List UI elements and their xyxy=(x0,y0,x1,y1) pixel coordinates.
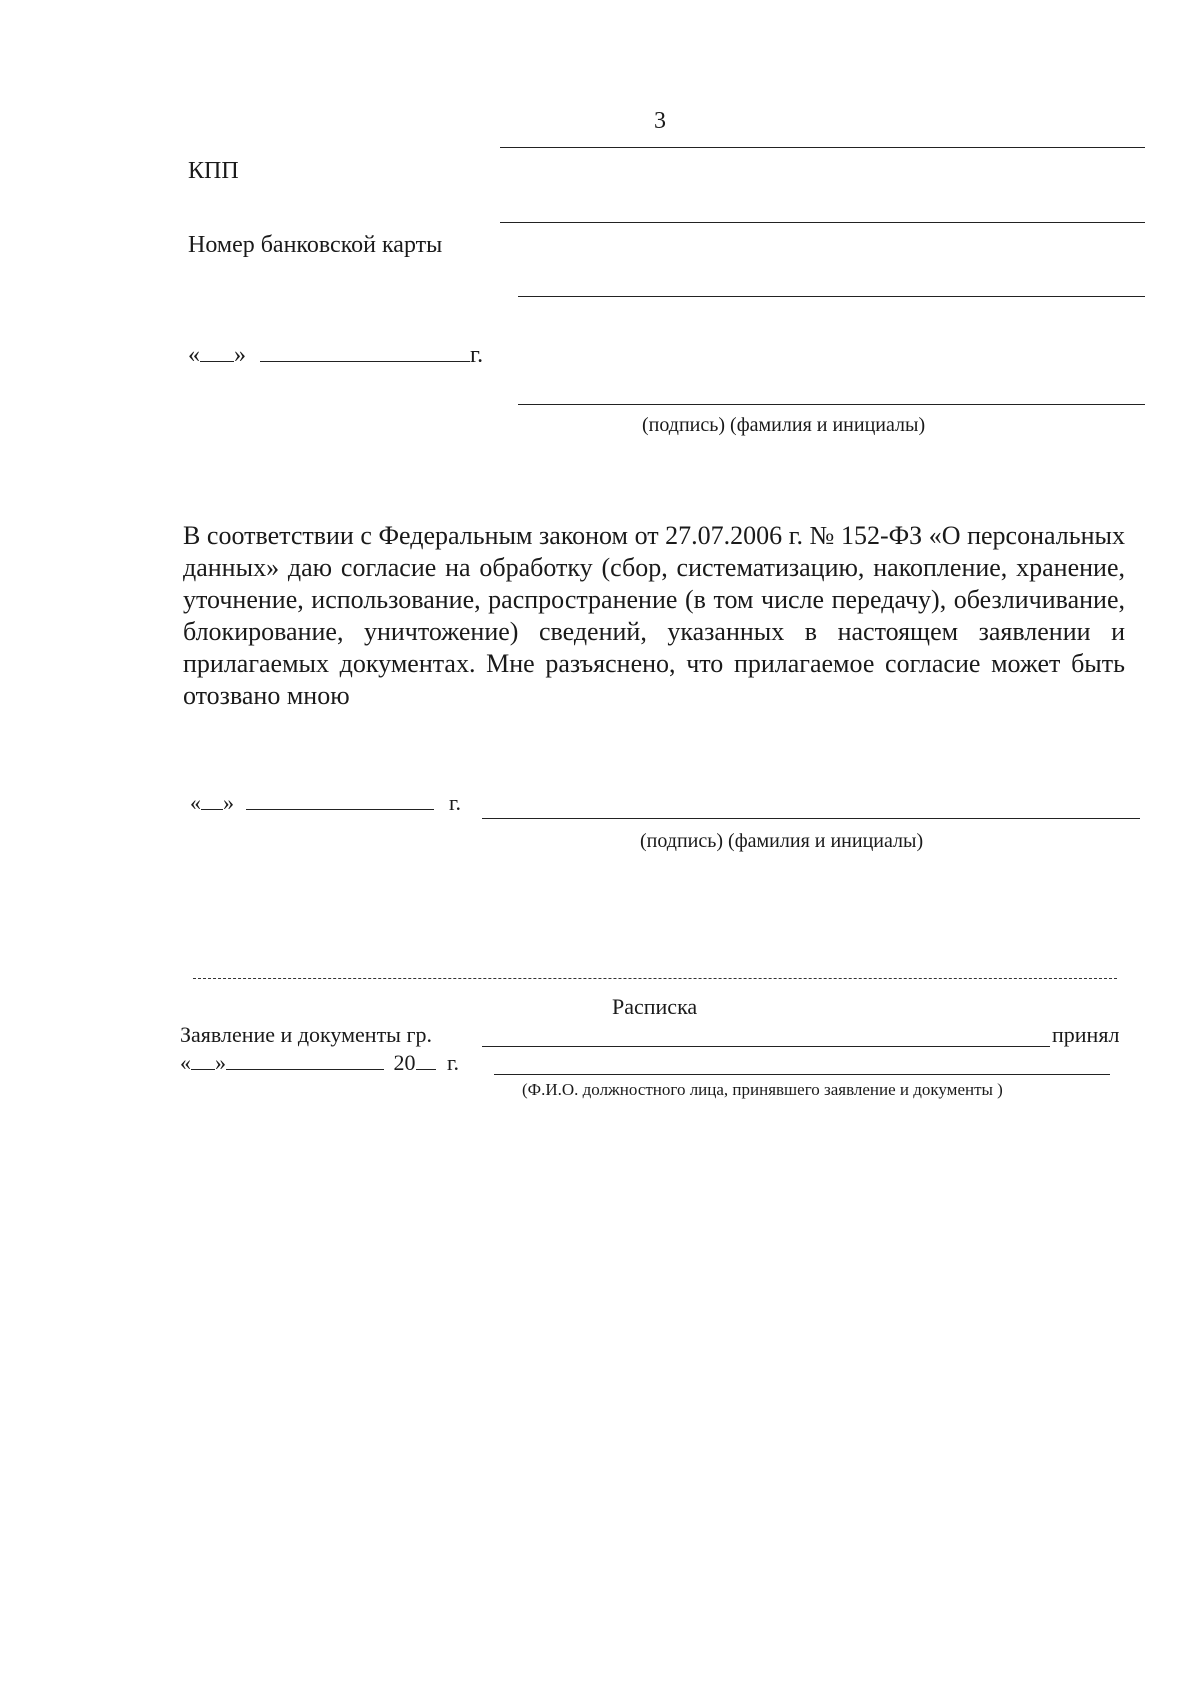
date-2-close-quote: » xyxy=(223,790,234,815)
date-1 xyxy=(188,342,483,369)
kpp-value-line[interactable] xyxy=(500,147,1145,148)
receipt-official-line[interactable] xyxy=(494,1074,1110,1075)
receipt-date-close-quote: » xyxy=(215,1050,226,1075)
date-1-close-quote: » xyxy=(234,342,246,368)
receipt-official-caption: (Ф.И.О. должностного лица, принявшего заявление и документы ) xyxy=(522,1080,1003,1099)
signature-1-line[interactable] xyxy=(518,404,1145,405)
page-number: 3 xyxy=(654,108,666,134)
kpp-label: КПП xyxy=(188,158,239,184)
receipt-date-month-field[interactable] xyxy=(226,1069,384,1070)
receipt-statement-prefix: Заявление и документы гр. xyxy=(180,1022,432,1047)
receipt-date-year-suffix: г. xyxy=(447,1050,460,1075)
receipt-date-open-quote: « xyxy=(180,1050,191,1075)
date-1-month-field[interactable] xyxy=(260,361,470,362)
date-1-open-quote: « xyxy=(188,342,200,368)
consent-paragraph xyxy=(183,520,1125,712)
consent-text: В соответствии с Федеральным законом от 27.07.2006 г. № 152-ФЗ «О персональных данных» даю согласие на обработку (сбор, систематизацию, накопление, хранение, уточнение, использование, распространение (в том числе передачу), обезличивание, блокирование, уничтожение) сведений, указанных в настоящем заявлении и прилагаемых документах. Мне разъяснено, что прилагаемое согласие может быть отозвано мною xyxy=(183,521,1125,710)
receipt-applicant-line[interactable] xyxy=(482,1046,1050,1047)
date-2-open-quote: « xyxy=(190,790,201,815)
receipt-accepted: принял xyxy=(1052,1022,1120,1047)
date-2 xyxy=(190,790,461,816)
card-value-line[interactable] xyxy=(500,222,1145,223)
date-1-year-suffix: г. xyxy=(470,342,484,368)
date-1-day-field[interactable] xyxy=(200,361,234,362)
cut-line xyxy=(193,978,1117,979)
signature-1-caption: (подпись) (фамилия и инициалы) xyxy=(642,414,926,436)
receipt-date xyxy=(180,1050,459,1076)
date-2-month-field[interactable] xyxy=(246,809,434,810)
date-2-day-field[interactable] xyxy=(201,809,223,810)
card-value-line-2[interactable] xyxy=(518,296,1145,297)
receipt-title: Расписка xyxy=(612,994,698,1019)
receipt-date-day-field[interactable] xyxy=(191,1069,215,1070)
receipt-date-year-prefix: 20 xyxy=(393,1050,416,1075)
signature-2-caption: (подпись) (фамилия и инициалы) xyxy=(640,830,924,852)
card-label: Номер банковской карты xyxy=(188,232,443,258)
signature-2-line[interactable] xyxy=(482,818,1140,819)
receipt-date-year-field[interactable] xyxy=(416,1069,436,1070)
date-2-year-suffix: г. xyxy=(449,790,462,815)
